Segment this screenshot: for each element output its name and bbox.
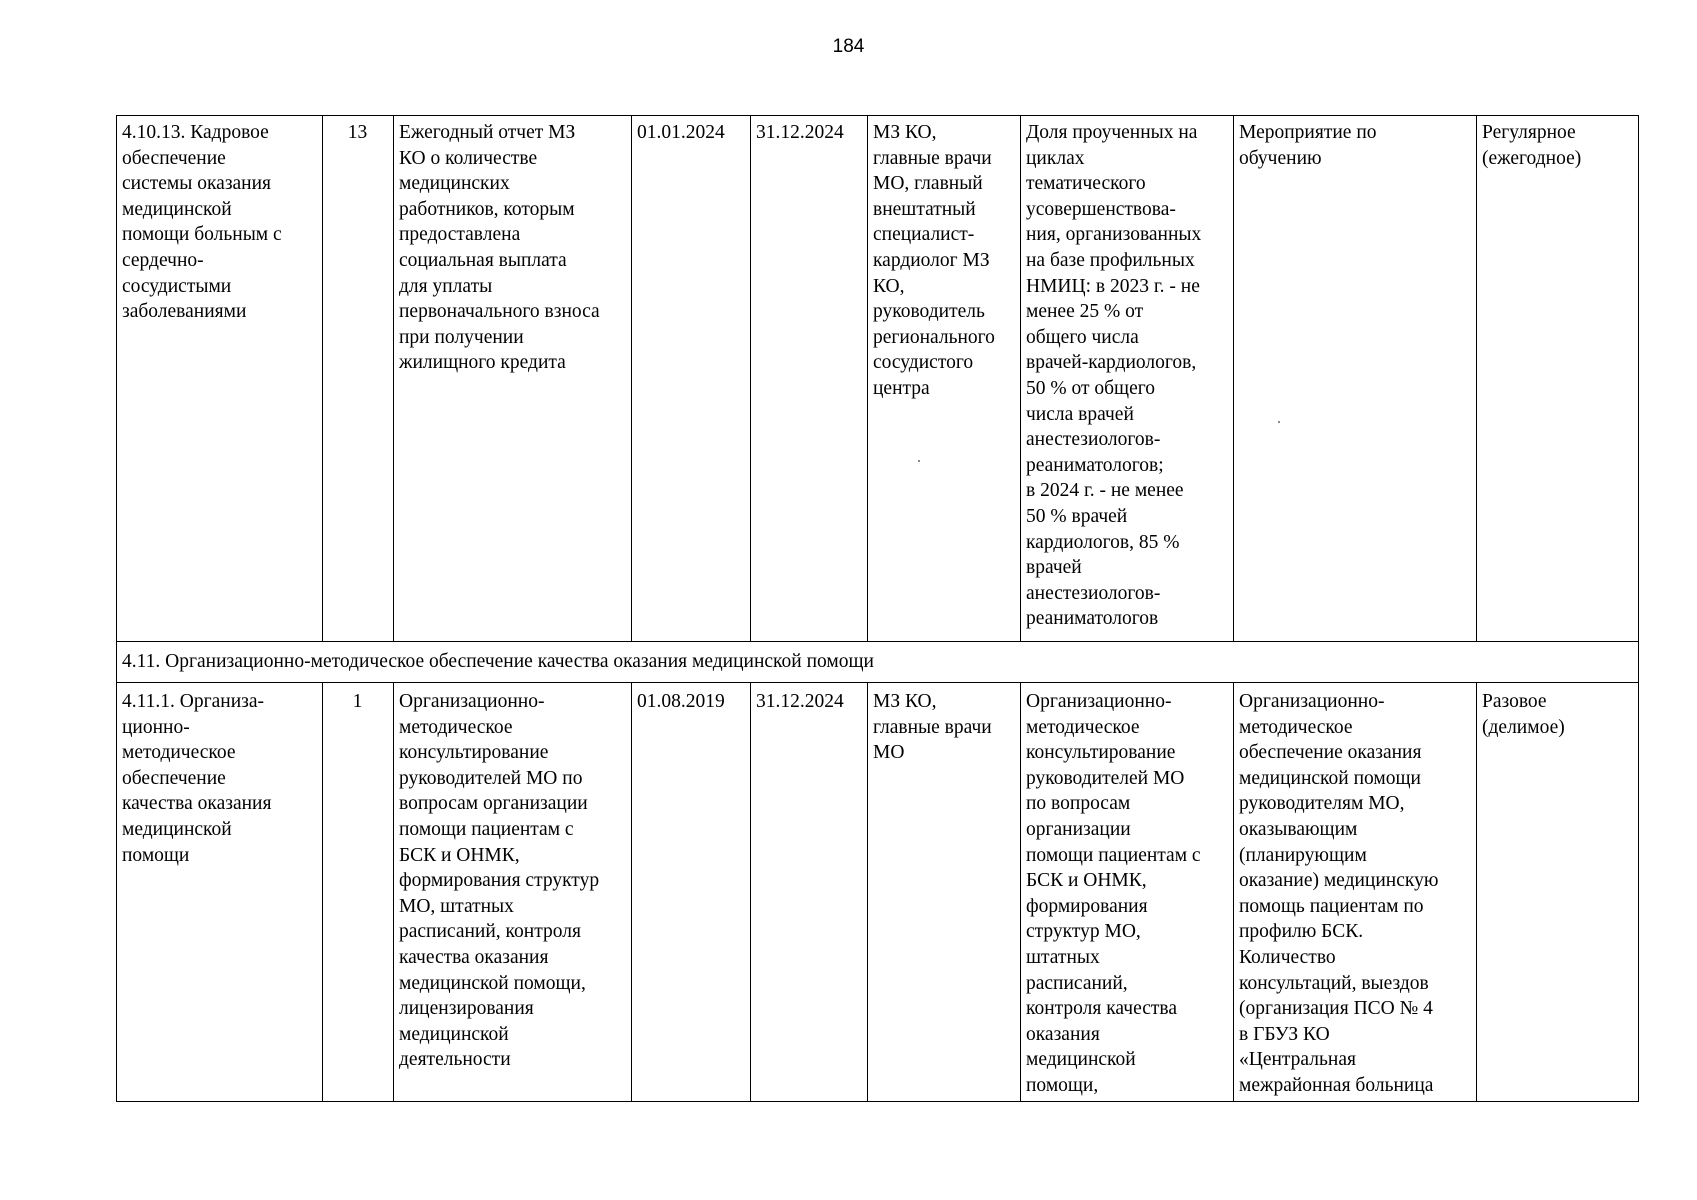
end-date-cell: 31.12.2024 (751, 683, 868, 1102)
responsible-cell: МЗ КО, главные врачи МО, главный внештатный специалист- кардиолог МЗ КО, руководитель регионального сосудистого центра (868, 116, 1021, 642)
scan-speck (918, 460, 920, 462)
scan-speck (1278, 421, 1280, 423)
indicator-cell: Доля проученных на циклах тематического усовершенствова- ния, организованных на базе профильных НМИЦ: в 2023 г. - не менее 25 % от общего числа врачей-кардиологов, 50 % от общего числа врачей анестезиологов- реаниматологов; в 2024 г. - не менее 50 % врачей кардиологов, 85 % врачей анестезиологов- реаниматологов (1021, 116, 1234, 642)
number-cell: 1 (323, 683, 394, 1102)
indicator-cell: Организационно- методическое консультирование руководителей МО по вопросам организации помощи пациентам с БСК и ОНМК, формирования структур МО, штатных расписаний, контроля качества оказания медицинской помощи, (1021, 683, 1234, 1102)
plan-table (116, 115, 1639, 1102)
table-row (117, 683, 1639, 1102)
activity-cell: 4.10.13. Кадровое обеспечение системы оказания медицинской помощи больным с сердечно- сосудистыми заболеваниями (117, 116, 323, 642)
page-number: 184 (832, 36, 865, 57)
periodicity-cell: Разовое (делимое) (1477, 683, 1639, 1102)
section-row (117, 642, 1639, 683)
start-date-cell: 01.08.2019 (632, 683, 751, 1102)
periodicity-cell: Регулярное (ежегодное) (1477, 116, 1639, 642)
type-cell: Организационно- методическое обеспечение оказания медицинской помощи руководителям МО, оказывающим (планирующим оказание) медицинскую помощь пациентам по профилю БСК. Количество консультаций, выездов (организация ПСО № 4 в ГБУЗ КО «Центральная межрайонная больница (1234, 683, 1477, 1102)
section-title: 4.11. Организационно-методическое обеспечение качества оказания медицинской помощи (117, 642, 1639, 683)
start-date-cell: 01.01.2024 (632, 116, 751, 642)
activity-cell: 4.11.1. Организа- ционно- методическое обеспечение качества оказания медицинской помощи (117, 683, 323, 1102)
table-row (117, 116, 1639, 642)
number-cell: 13 (323, 116, 394, 642)
end-date-cell: 31.12.2024 (751, 116, 868, 642)
responsible-cell: МЗ КО, главные врачи МО (868, 683, 1021, 1102)
type-cell: Мероприятие по обучению (1234, 116, 1477, 642)
result-cell: Ежегодный отчет МЗ КО о количестве медицинских работников, которым предоставлена социальная выплата для уплаты первоначального взноса при получении жилищного кредита (394, 116, 632, 642)
result-cell: Организационно- методическое консультирование руководителей МО по вопросам организации помощи пациентам с БСК и ОНМК, формирования структур МО, штатных расписаний, контроля качества оказания медицинской помощи, лицензирования медицинской деятельности (394, 683, 632, 1102)
